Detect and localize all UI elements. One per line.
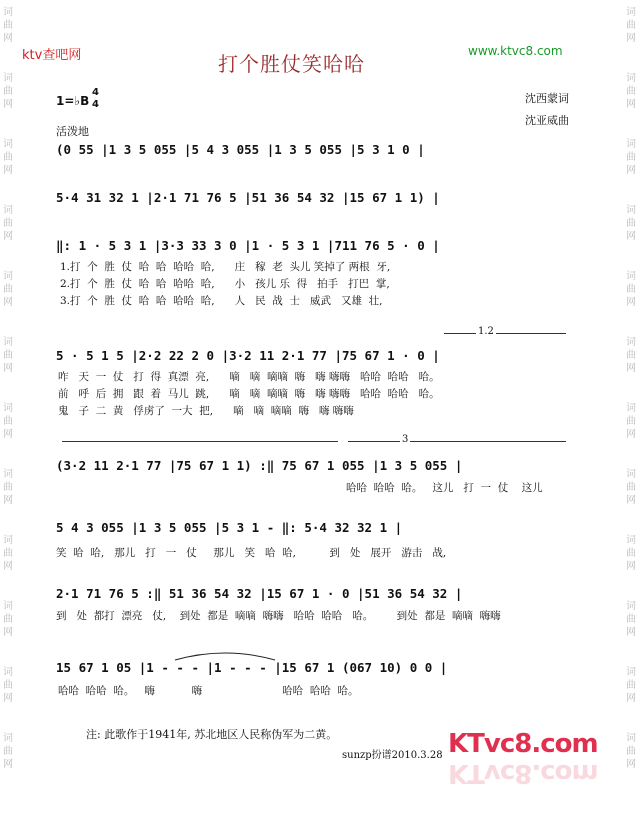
watermark-glyph: 词: [3, 733, 13, 744]
watermark-glyph: 曲: [626, 20, 636, 31]
watermark-glyph: 网: [626, 165, 636, 176]
score-line-1: (0 55 |1 3 5 055 |5 4 3 055 |1 3 5 055 |5 3 1 0 |: [56, 142, 425, 157]
watermark-glyph: 曲: [626, 548, 636, 559]
volta-label-3: 3: [402, 434, 409, 445]
watermark-glyph: 词: [3, 139, 13, 150]
volta-label-1-2: 1.2: [478, 326, 494, 337]
watermark-glyph: 网: [626, 33, 636, 44]
transcriber-signature: sunzp扮谱2010.3.28: [342, 750, 443, 761]
volta-bracket-repeat: [62, 441, 338, 442]
score-line-2: 5·4 31 32 1 |2·1 71 76 5 |51 36 54 32 |15 67 1 1) |: [56, 190, 440, 205]
watermark-glyph: 曲: [3, 152, 13, 163]
lyric-line-6: 笑 哈 哈, 那儿 打 一 仗 那儿 笑 哈 哈, 到 处 展开 游击 战,: [56, 547, 447, 559]
watermark-glyph: 网: [626, 561, 636, 572]
watermark-glyph: 网: [3, 165, 13, 176]
watermark-glyph: 网: [3, 495, 13, 506]
watermark-glyph: 词: [3, 73, 13, 84]
key-signature: 1=♭B: [56, 94, 90, 108]
lyric-line-5: 哈哈 哈哈 哈。 这儿 打 一 仗 这儿: [346, 482, 543, 494]
time-signature-bottom: 4: [92, 99, 99, 110]
watermark-glyph: 词: [626, 7, 636, 18]
watermark-glyph: 词: [3, 667, 13, 678]
watermark-glyph: 网: [3, 33, 13, 44]
watermark-glyph: 曲: [626, 680, 636, 691]
lyric-line-4-verse3: 鬼 子 二 黄 俘虏了 一大 把, 嘀 嘀 嘀嘀 嗨 嗨 嗨嗨: [58, 405, 354, 417]
site-url-right[interactable]: www.ktvc8.com: [468, 44, 563, 58]
watermark-glyph: 词: [626, 469, 636, 480]
watermark-glyph: 曲: [3, 86, 13, 97]
watermark-glyph: 曲: [3, 746, 13, 757]
watermark-glyph: 词: [626, 601, 636, 612]
ktvc8-logo-reflection: KTvc8.com: [448, 758, 598, 788]
watermark-glyph: 词: [3, 205, 13, 216]
watermark-glyph: 词: [626, 73, 636, 84]
watermark-glyph: 网: [3, 297, 13, 308]
watermark-glyph: 网: [3, 99, 13, 110]
time-signature-top: 4: [92, 87, 99, 98]
watermark-glyph: 网: [626, 495, 636, 506]
watermark-glyph: 词: [626, 205, 636, 216]
watermark-glyph: 词: [626, 271, 636, 282]
watermark-glyph: 词: [626, 535, 636, 546]
song-title: 打个胜仗笑哈哈: [218, 52, 365, 76]
watermark-glyph: 曲: [3, 20, 13, 31]
watermark-glyph: 词: [3, 535, 13, 546]
watermark-glyph: 曲: [626, 218, 636, 229]
watermark-glyph: 曲: [3, 218, 13, 229]
watermark-glyph: 网: [626, 429, 636, 440]
watermark-glyph: 网: [626, 297, 636, 308]
watermark-glyph: 曲: [3, 680, 13, 691]
tie-arc: [170, 648, 280, 662]
lyric-line-8: 哈哈 哈哈 哈。 嗨 嗨 哈哈 哈哈 哈。: [58, 685, 359, 697]
watermark-glyph: 曲: [626, 284, 636, 295]
watermark-glyph: 曲: [626, 614, 636, 625]
volta-bracket-1-2: [444, 333, 566, 334]
score-line-4: 5 · 5 1 5 |2·2 22 2 0 |3·2 11 2·1 77 |75 67 1 · 0 |: [56, 348, 440, 363]
watermark-glyph: 网: [626, 231, 636, 242]
watermark-glyph: 网: [626, 759, 636, 770]
watermark-glyph: 网: [3, 759, 13, 770]
volta-bracket-3: [348, 441, 566, 442]
watermark-glyph: 曲: [3, 614, 13, 625]
watermark-glyph: 网: [626, 693, 636, 704]
watermark-glyph: 网: [626, 99, 636, 110]
watermark-glyph: 网: [3, 429, 13, 440]
watermark-glyph: 词: [3, 271, 13, 282]
watermark-glyph: 网: [3, 627, 13, 638]
watermark-glyph: 词: [3, 7, 13, 18]
ktvc8-logo[interactable]: KTvc8.com: [448, 729, 598, 759]
watermark-glyph: 词: [3, 403, 13, 414]
footnote: 注: 此歌作于1941年, 苏北地区人民称伪军为二黄。: [86, 728, 338, 741]
watermark-glyph: 曲: [3, 482, 13, 493]
score-line-6: 5 4 3 055 |1 3 5 055 |5 3 1 - ‖: 5·4 32 32 1 |: [56, 520, 403, 535]
watermark-glyph: 网: [3, 363, 13, 374]
watermark-glyph: 词: [626, 139, 636, 150]
site-brand-left[interactable]: ktv查吧网: [22, 48, 82, 63]
watermark-glyph: 词: [3, 337, 13, 348]
watermark-glyph: 词: [3, 469, 13, 480]
watermark-glyph: 词: [626, 337, 636, 348]
watermark-glyph: 网: [3, 561, 13, 572]
watermark-glyph: 词: [626, 733, 636, 744]
watermark-glyph: 曲: [626, 746, 636, 757]
watermark-glyph: 网: [626, 627, 636, 638]
tempo-marking: 活泼地: [56, 125, 89, 138]
watermark-glyph: 词: [3, 601, 13, 612]
watermark-glyph: 曲: [626, 416, 636, 427]
watermark-glyph: 曲: [626, 86, 636, 97]
watermark-glyph: 曲: [626, 350, 636, 361]
watermark-glyph: 网: [3, 231, 13, 242]
watermark-glyph: 曲: [3, 548, 13, 559]
watermark-glyph: 曲: [3, 284, 13, 295]
lyric-line-4-verse1: 咋 天 一 仗 打 得 真漂 亮, 嘀 嘀 嘀嘀 嗨 嗨 嗨嗨 哈哈 哈哈 哈。: [58, 371, 440, 383]
score-line-8: 15 67 1 05 |1 - - - |1 - - - |15 67 1 (067 10) 0 0 |: [56, 660, 448, 675]
watermark-glyph: 曲: [3, 416, 13, 427]
watermark-glyph: 词: [626, 667, 636, 678]
lyric-line-3-verse1: 1.打 个 胜 仗 哈 哈 哈哈 哈, 庄 稼 老 头儿 笑掉了 两根 牙,: [60, 261, 391, 273]
watermark-glyph: 曲: [3, 350, 13, 361]
watermark-glyph: 网: [3, 693, 13, 704]
score-line-7: 2·1 71 76 5 :‖ 51 36 54 32 |15 67 1 · 0 |51 36 54 32 |: [56, 586, 463, 601]
score-line-5: (3·2 11 2·1 77 |75 67 1 1) :‖ 75 67 1 055 |1 3 5 055 |: [56, 458, 463, 473]
watermark-glyph: 词: [626, 403, 636, 414]
composer-credit: 沈亚威曲: [525, 114, 569, 127]
watermark-glyph: 网: [626, 363, 636, 374]
watermark-glyph: 曲: [626, 482, 636, 493]
lyric-line-3-verse2: 2.打 个 胜 仗 哈 哈 哈哈 哈, 小 孩儿 乐 得 拍手 打巴 掌,: [60, 278, 390, 290]
watermark-glyph: 曲: [626, 152, 636, 163]
lyric-line-3-verse3: 3.打 个 胜 仗 哈 哈 哈哈 哈, 人 民 战 士 威武 又雄 壮,: [60, 295, 383, 307]
score-line-3: ‖: 1 · 5 3 1 |3·3 33 3 0 |1 · 5 3 1 |711 76 5 · 0 |: [56, 238, 440, 253]
lyricist-credit: 沈西蒙词: [525, 92, 569, 105]
lyric-line-4-verse2: 前 呼 后 拥 跟 着 马儿 跳, 嘀 嘀 嘀嘀 嗨 嗨 嗨嗨 哈哈 哈哈 哈。: [58, 388, 440, 400]
lyric-line-7: 到 处 都打 漂亮 仗, 到处 都是 嘀嘀 嗨嗨 哈哈 哈哈 哈。 到处 都是 嘀嘀 嗨嗨: [56, 610, 501, 622]
